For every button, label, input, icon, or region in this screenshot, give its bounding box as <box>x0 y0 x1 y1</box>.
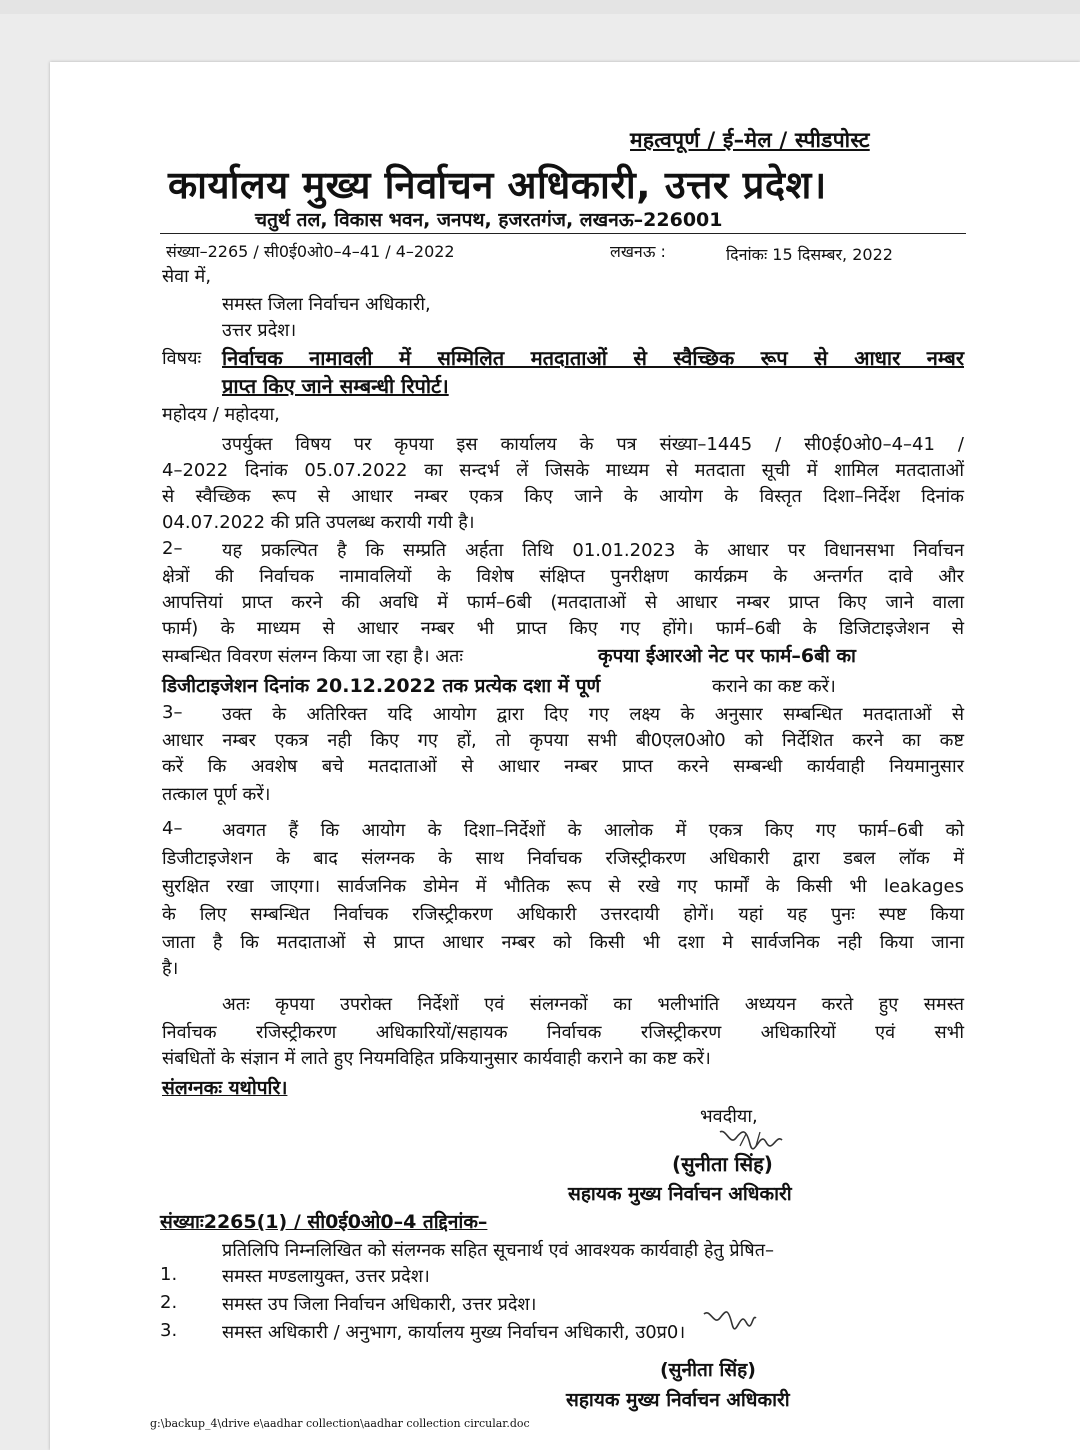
letter-place: लखनऊ : <box>610 242 666 261</box>
para2-line5-normal: सम्बन्धित विवरण संलग्न किया जा रहा है। अतः <box>162 646 464 667</box>
para2-number: 2– <box>162 538 183 559</box>
para3-line: करें कि अवशेष बचे मतदाताओं से आधार नम्बर प्राप्त करने सम्बन्धी कार्यवाही नियमानुसार <box>162 756 964 777</box>
header-rule <box>160 233 966 234</box>
para1-line: 4–2022 दिनांक 05.07.2022 का सन्दर्भ लें जिसके माध्यम से मतदाता सूची में शामिल मतदाताओं <box>162 460 964 481</box>
para2-line: क्षेत्रों की निर्वाचक नामावलियों के विशेष संक्षिप्त पुनरीक्षण कार्यक्रम के अन्तर्गत दावे और <box>162 566 964 587</box>
para2-line: फार्म) के माध्यम से आधार नम्बर भी प्राप्त किए गए होंगे। फार्म–6बी के डिजिटाइजेशन से <box>162 618 964 639</box>
subject-line2: प्राप्त किए जाने सम्बन्धी रिपोर्ट। <box>222 374 449 398</box>
para2-line: यह प्रकल्पित है कि सम्प्रति अर्हता तिथि 01.01.2023 के आधार पर विधानसभा निर्वाचन <box>222 540 964 561</box>
signature-scribble-2 <box>700 1306 760 1332</box>
para4-line: सुरक्षित रखा जाएगा। सार्वजनिक डोमेन में भौतिक रूप से रखे गए फार्मों के किसी भी leakages <box>162 876 964 897</box>
copy-intro: प्रतिलिपि निम्नलिखित को संलग्नक सहित सूचनार्थ एवं आवश्यक कार्यवाही हेतु प्रेषित– <box>222 1240 774 1261</box>
signature-scribble-1 <box>716 1126 786 1152</box>
copy-item-text: समस्त उप जिला निर्वाचन अधिकारी, उत्तर प्रदेश। <box>222 1294 537 1315</box>
para3-line: आधार नम्बर एकत्र नही किए गए हों, तो कृपया सभी बी0एल0ओ0 को निर्देशित करने का कष्ट <box>162 730 964 751</box>
viewer-top-bar <box>0 0 1080 14</box>
closing-text: भवदीया, <box>700 1106 758 1127</box>
office-title: कार्यालय मुख्य निर्वाचन अधिकारी, उत्तर प्रदेश। <box>168 163 827 207</box>
para4-line: के लिए सम्बन्धित निर्वाचक रजिस्ट्रीकरण अधिकारी उत्तरदायी होगें। यहां यह पुनः स्पष्ट किया <box>162 904 964 925</box>
subject-label: विषयः <box>162 348 202 369</box>
subject-line1: निर्वाचक नामावली में सम्मिलित मतदाताओं से स्वैच्छिक रूप से आधार नम्बर <box>222 346 964 370</box>
para4-line: अवगत हैं कि आयोग के दिशा–निर्देशों के आलोक में एकत्र किए गए फार्म–6बी को <box>222 820 964 841</box>
copy-item-text: समस्त अधिकारी / अनुभाग, कार्यालय मुख्य निर्वाचन अधिकारी, उ0प्र0। <box>222 1322 686 1343</box>
addressee-line2: उत्तर प्रदेश। <box>222 320 297 341</box>
para2-line6-normal: कराने का कष्ट करें। <box>712 676 836 697</box>
file-path-footer: g:\backup_4\drive e\aadhar collection\aadhar collection circular.doc <box>150 1417 530 1430</box>
para5-line: निर्वाचक रजिस्ट्रीकरण अधिकारियों/सहायक निर्वाचक रजिस्ट्रीकरण अधिकारियों एवं सभी <box>162 1022 964 1043</box>
para1-line: से स्वैच्छिक रूप से आधार नम्बर एकत्र किए जाने के आयोग के विस्तृत दिशा–निर्देश दिनांक <box>162 486 964 507</box>
para4-line: है। <box>162 958 179 979</box>
para2-line: आपत्तियां प्राप्त करने की अवधि में फार्म–6बी (मतदाताओं से आधार नम्बर प्राप्त किए जाने वाला <box>162 592 964 613</box>
para5-line: संबधितों के संज्ञान में लाते हुए नियमविहित प्रकियानुसार कार्यवाही कराने का कष्ट करें। <box>162 1048 711 1069</box>
signatory-name-2: (सुनीता सिंह) <box>660 1359 756 1381</box>
copy-item-number: 3. <box>160 1320 178 1341</box>
copy-item-text: समस्त मण्डलायुक्त, उत्तर प्रदेश। <box>222 1266 430 1287</box>
para2-line5-bold: कृपया ईआरओ नेट पर फार्म–6बी का <box>598 645 856 667</box>
copy-item-number: 1. <box>160 1264 178 1285</box>
salutation-to: सेवा में, <box>162 266 212 287</box>
para3-line: उक्त के अतिरिक्त यदि आयोग द्वारा दिए गए लक्ष्य के अनुसार सम्बन्धित मतदाताओं से <box>222 704 964 725</box>
para2-line6-bold: डिजीटाइजेशन दिनांक 20.12.2022 तक प्रत्येक दशा में पूर्ण <box>162 675 601 697</box>
office-address: चतुर्थ तल, विकास भवन, जनपथ, हजरतगंज, लखनऊ–226001 <box>255 209 723 231</box>
copy-item-number: 2. <box>160 1292 178 1313</box>
addressee-line1: समस्त जिला निर्वाचन अधिकारी, <box>222 294 431 315</box>
copy-reference: संख्याः2265(1) / सी0ई0ओ0–4 तद्दिनांक– <box>160 1211 488 1233</box>
signatory-designation-2: सहायक मुख्य निर्वाचन अधिकारी <box>566 1389 790 1411</box>
para4-line: डिजीटाइजेशन के बाद संलग्नक के साथ निर्वाचक रजिस्ट्रीकरण अधिकारी द्वारा डबल लॉक में <box>162 848 964 869</box>
letter-number: संख्या–2265 / सी0ई0ओ0–4–41 / 4–2022 <box>166 242 455 261</box>
delivery-marks: महत्वपूर्ण / ई–मेल / स्पीडपोस्ट <box>630 128 870 152</box>
para4-number: 4– <box>162 818 183 839</box>
para3-number: 3– <box>162 702 183 723</box>
signatory-designation-1: सहायक मुख्य निर्वाचन अधिकारी <box>568 1183 792 1205</box>
signatory-name-1: (सुनीता सिंह) <box>672 1152 773 1176</box>
enclosure-note: संलग्नकः यथोपरि। <box>162 1077 288 1099</box>
greeting: महोदय / महोदया, <box>162 404 280 425</box>
para1-line: 04.07.2022 की प्रति उपलब्ध करायी गयी है। <box>162 512 475 533</box>
letter-date: दिनांकः 15 दिसम्बर, 2022 <box>726 245 893 264</box>
para5-line: अतः कृपया उपरोक्त निर्देशों एवं संलग्नकों का भलीभांति अध्ययन करते हुए समस्त <box>222 994 964 1015</box>
para3-line: तत्काल पूर्ण करें। <box>162 784 271 805</box>
para4-line: जाता है कि मतदाताओं से प्राप्त आधार नम्बर को किसी भी दशा मे सार्वजनिक नही किया जाना <box>162 932 964 953</box>
para1-line: उपर्युक्त विषय पर कृपया इस कार्यालय के पत्र संख्या–1445 / सी0ई0ओ0–4–41 / <box>222 434 964 455</box>
